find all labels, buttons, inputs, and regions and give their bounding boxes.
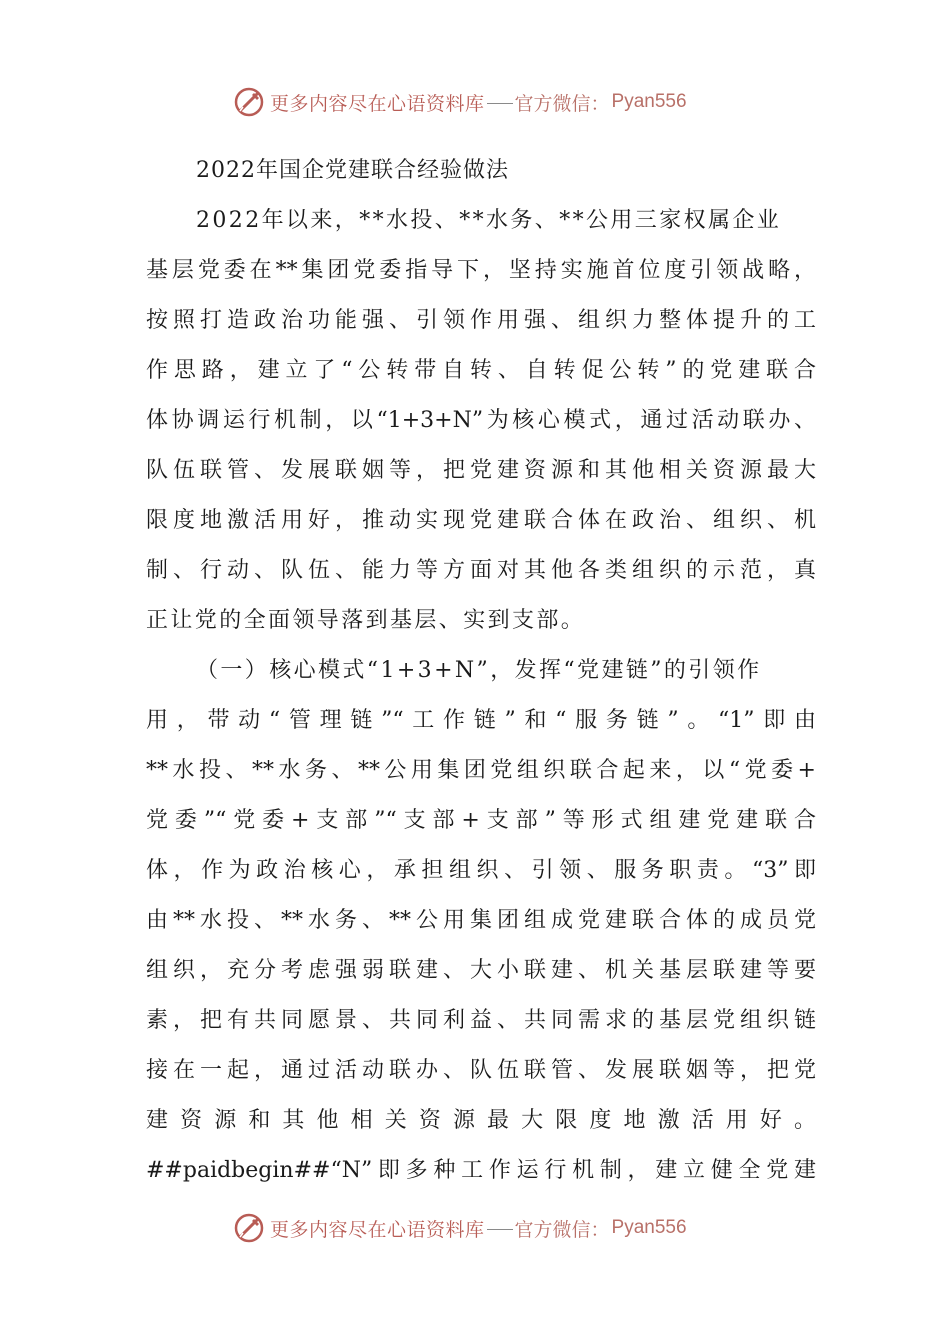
paragraph-line: 接在一起，通过活动联办、队伍联管、发展联姻等，把党: [146, 1058, 816, 1083]
watermark-dash: [487, 103, 513, 104]
pen-logo-icon: [232, 85, 266, 119]
paragraph-line: 2022年以来，**水投、**水务、**公用三家权属企业: [196, 208, 782, 233]
paragraph-line: 基层党委在**集团党委指导下，坚持实施首位度引领战略，: [146, 258, 816, 283]
paragraph-line: 建资源和其他相关资源最大限度地激活用好。: [146, 1108, 816, 1133]
paragraph-line: 体协调运行机制，以“1+3+N”为核心模式，通过活动联办、: [146, 408, 816, 433]
paragraph-line: 作思路，建立了“公转带自转、自转促公转”的党建联合: [146, 358, 816, 383]
watermark-dash: [487, 1229, 513, 1230]
document-body: [146, 146, 816, 1196]
paragraph-line: ##paidbegin##“N”即多种工作运行机制，建立健全党建: [146, 1158, 816, 1183]
watermark-banner-bottom: [232, 1206, 687, 1250]
watermark-id: Pyan556: [611, 1217, 687, 1238]
watermark-text: 更多内容尽在心语资料库: [270, 1218, 485, 1241]
paragraph-line: 素，把有共同愿景、共同利益、共同需求的基层党组织链: [146, 1008, 816, 1033]
watermark-id: Pyan556: [611, 91, 687, 112]
paragraph-line: 由**水投、**水务、**公用集团组成党建联合体的成员党: [146, 908, 816, 933]
paragraph-line: 队伍联管、发展联姻等，把党建资源和其他相关资源最大: [146, 458, 816, 483]
pen-logo-icon: [232, 1211, 266, 1245]
paragraph-line: 制、行动、队伍、能力等方面对其他各类组织的示范，真: [146, 558, 816, 583]
paragraph-line: 按照打造政治功能强、引领作用强、组织力整体提升的工: [146, 308, 816, 333]
paragraph-line: 正让党的全面领导落到基层、实到支部。: [146, 608, 586, 633]
watermark-label: 官方微信：: [514, 92, 610, 115]
paragraph-line: **水投、**水务、**公用集团党组织联合起来，以“党委+: [146, 758, 816, 783]
paragraph-line: 党委”“党委+支部”“支部+支部”等形式组建党建联合: [146, 808, 816, 833]
paragraph-line: 用，带动“管理链”“工作链”和“服务链”。“1”即由: [146, 708, 816, 733]
watermark-text: 更多内容尽在心语资料库: [270, 92, 485, 115]
paragraph-line: 体，作为政治核心，承担组织、引领、服务职责。“3”即: [146, 858, 816, 883]
document-title: 2022年国企党建联合经验做法: [196, 158, 509, 183]
watermark-banner-top: [232, 80, 687, 124]
paragraph-line: 组织，充分考虑强弱联建、大小联建、机关基层联建等要: [146, 958, 816, 983]
watermark-label: 官方微信：: [514, 1218, 610, 1241]
paragraph-line: （一）核心模式“1+3+N”，发挥“党建链”的引领作: [196, 658, 762, 683]
paragraph-line: 限度地激活用好，推动实现党建联合体在政治、组织、机: [146, 508, 816, 533]
